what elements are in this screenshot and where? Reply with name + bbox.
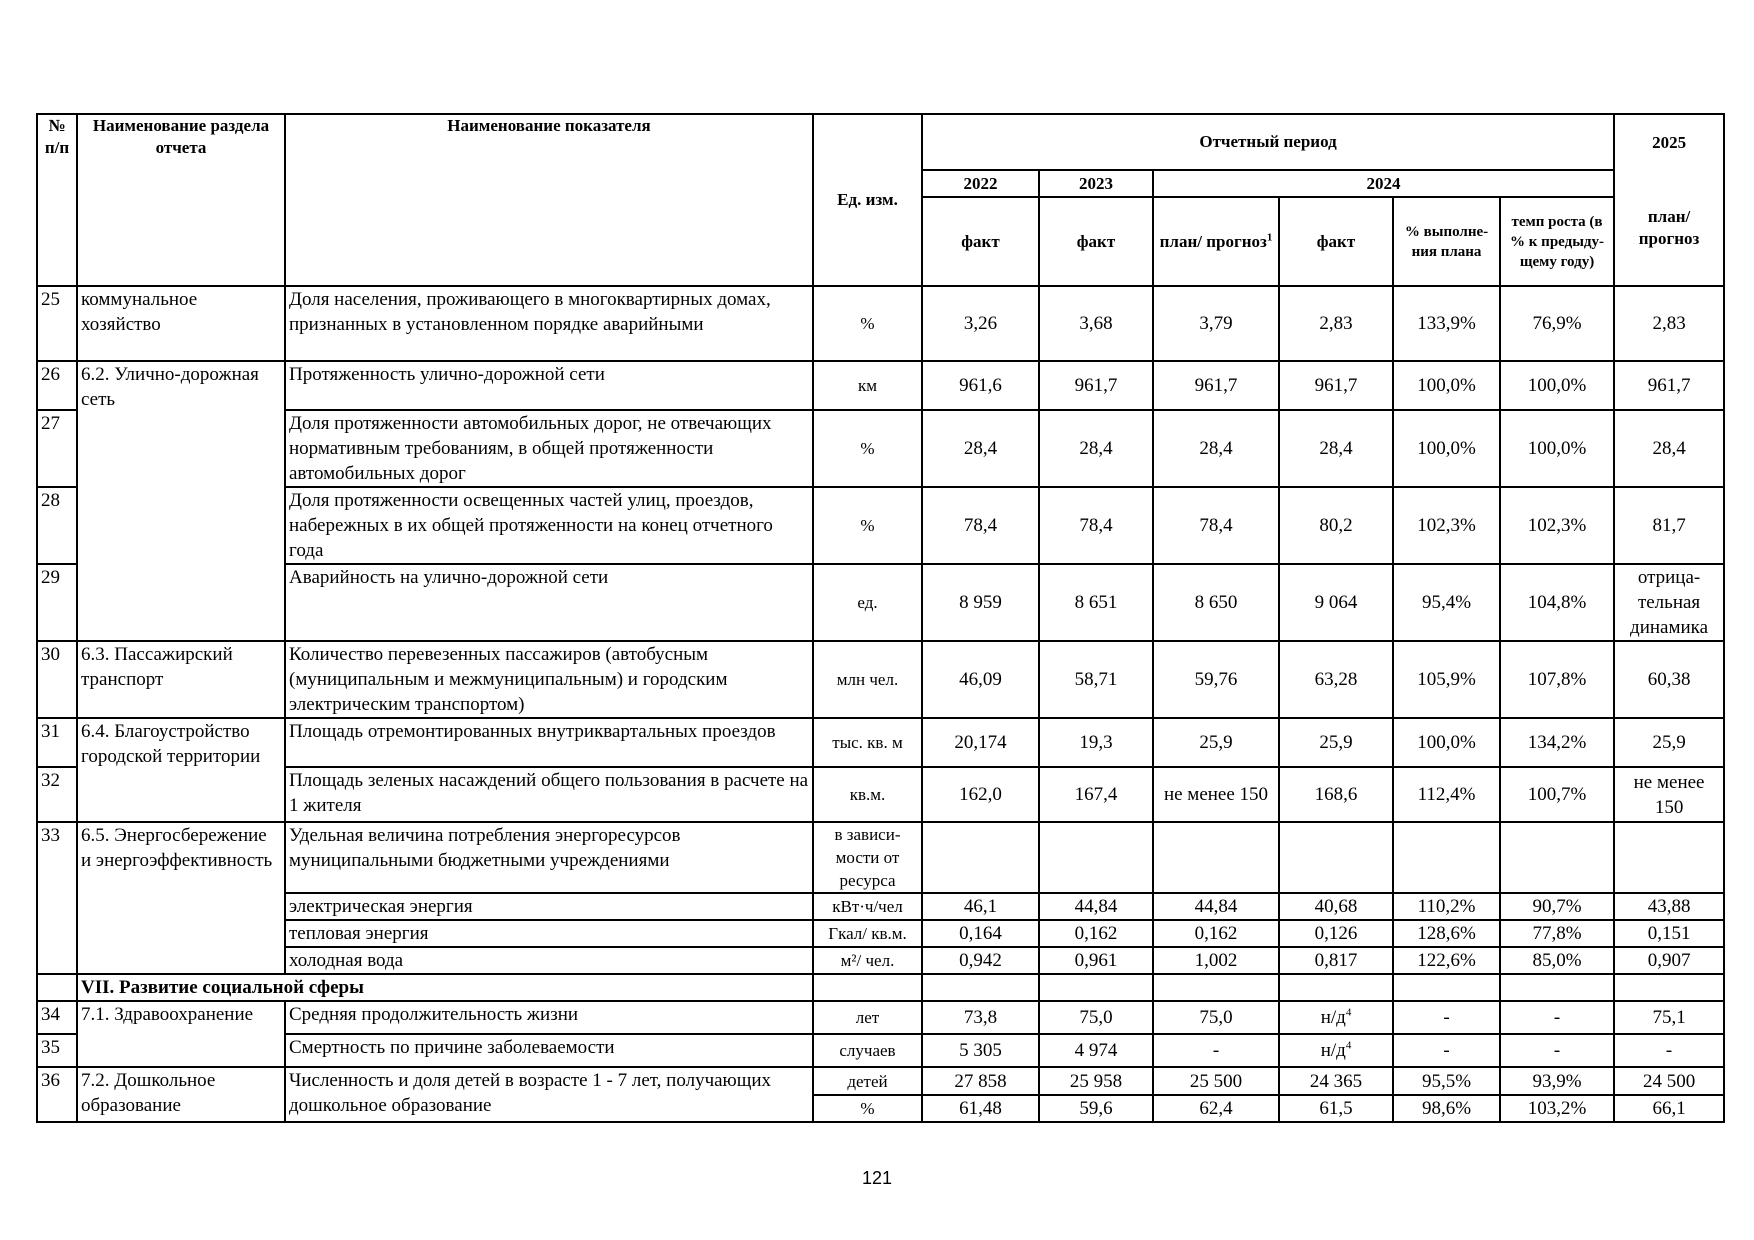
- value-pct-plan: 95,4%: [1393, 564, 1500, 641]
- value-2023: 3,68: [1039, 286, 1153, 361]
- table-row: [37, 893, 1724, 920]
- value-2024-fact-text: н/д: [1320, 1007, 1346, 1028]
- value-pct-plan: 100,0%: [1393, 718, 1500, 767]
- value-2024-fact: 80,2: [1279, 487, 1393, 564]
- row-number: 28: [37, 487, 77, 564]
- footnote-1: 1: [1266, 230, 1273, 243]
- table-row: [37, 718, 1724, 767]
- section-name: коммунальное хозяйство: [77, 286, 285, 361]
- indicator-name: Количество перевезенных пассажиров (автобусным (муниципальным и межмуниципальным) и городским электрическим транспортом): [285, 641, 813, 718]
- table-row: [37, 410, 1724, 487]
- heading-cell: [1039, 974, 1153, 1001]
- value-growth: 100,0%: [1500, 361, 1614, 410]
- table-row: [37, 487, 1724, 564]
- value-pct-plan: 105,9%: [1393, 641, 1500, 718]
- value-2024-plan: 961,7: [1153, 361, 1279, 410]
- value-growth: 100,7%: [1500, 767, 1614, 822]
- value-2024-plan: 25 500: [1153, 1067, 1279, 1095]
- table-row: [37, 822, 1724, 893]
- heading-cell: [813, 974, 922, 1001]
- heading-cell: [922, 974, 1039, 1001]
- value-pct-plan: -: [1393, 1001, 1500, 1034]
- value-2025: отрица-тельная динамика: [1614, 564, 1724, 641]
- value-2022: 961,6: [922, 361, 1039, 410]
- value-2022: 46,09: [922, 641, 1039, 718]
- page-number: 121: [861, 1168, 893, 1188]
- unit: %: [813, 487, 922, 564]
- row-number: 33: [37, 822, 77, 974]
- value-2025: 60,38: [1614, 641, 1724, 718]
- value-pct-plan: 110,2%: [1393, 893, 1500, 920]
- section-heading-row: [37, 974, 1724, 1001]
- value-pct-plan: 102,3%: [1393, 487, 1500, 564]
- value-2022: 20,174: [922, 718, 1039, 767]
- value-2022: 73,8: [922, 1001, 1039, 1034]
- value-pct-plan: -: [1393, 1034, 1500, 1067]
- value-2023: 78,4: [1039, 487, 1153, 564]
- value-2022: 0,164: [922, 920, 1039, 947]
- value-growth: 77,8%: [1500, 920, 1614, 947]
- value-2023: 4 974: [1039, 1034, 1153, 1067]
- indicator-name: Численность и доля детей в возрасте 1 - 7 лет, получающих дошкольное образование: [285, 1067, 813, 1122]
- unit: лет: [813, 1001, 922, 1034]
- table-row: [37, 1001, 1724, 1034]
- section-name: 6.3. Пассажирский транспорт: [77, 641, 285, 718]
- header-fact-2024: факт: [1279, 197, 1393, 286]
- indicator-name: Доля протяженности автомобильных дорог, не отвечающих нормативным требованиям, в общей протяженности автомобильных дорог: [285, 410, 813, 487]
- report-table: [36, 113, 1725, 1123]
- value-growth: 90,7%: [1500, 893, 1614, 920]
- section-name: 7.1. Здравоохранение: [77, 1001, 285, 1067]
- indicator-name: электрическая энергия: [285, 893, 813, 920]
- row-number: 35: [37, 1034, 77, 1067]
- table-row: [37, 920, 1724, 947]
- value-pct-plan: 98,6%: [1393, 1095, 1500, 1122]
- value-pct-plan: 112,4%: [1393, 767, 1500, 822]
- value-2024-plan: [1153, 822, 1279, 893]
- heading-cell: [1279, 974, 1393, 1001]
- table-row: [37, 947, 1724, 974]
- value-2024-plan: -: [1153, 1034, 1279, 1067]
- value-2023: 167,4: [1039, 767, 1153, 822]
- table-row: [37, 564, 1724, 641]
- value-2023: 19,3: [1039, 718, 1153, 767]
- header-2025: 2025: [1614, 114, 1724, 170]
- value-2024-fact: 61,5: [1279, 1095, 1393, 1122]
- row-number: 26: [37, 361, 77, 410]
- value-2024-fact: [1279, 822, 1393, 893]
- value-growth: 107,8%: [1500, 641, 1614, 718]
- section-heading: VII. Развитие социальной сферы: [77, 974, 813, 1001]
- value-2024-fact: 40,68: [1279, 893, 1393, 920]
- value-2025: 28,4: [1614, 410, 1724, 487]
- header-2022: 2022: [922, 170, 1039, 197]
- value-2024-plan: 44,84: [1153, 893, 1279, 920]
- value-2023: 0,961: [1039, 947, 1153, 974]
- value-2025: 2,83: [1614, 286, 1724, 361]
- value-pct-plan: [1393, 822, 1500, 893]
- table-row: [37, 767, 1724, 822]
- value-2022: 61,48: [922, 1095, 1039, 1122]
- value-2025: 75,1: [1614, 1001, 1724, 1034]
- heading-cell: [1500, 974, 1614, 1001]
- heading-cell: [1153, 974, 1279, 1001]
- value-growth: 103,2%: [1500, 1095, 1614, 1122]
- table-row: [37, 286, 1724, 361]
- value-2025: -: [1614, 1034, 1724, 1067]
- indicator-name: Площадь зеленых насаждений общего пользования в расчете на 1 жителя: [285, 767, 813, 822]
- value-pct-plan: 100,0%: [1393, 361, 1500, 410]
- value-2023: 25 958: [1039, 1067, 1153, 1095]
- header-period: Отчетный период: [922, 114, 1614, 170]
- value-growth: 104,8%: [1500, 564, 1614, 641]
- header-indicator: Наименование показателя: [285, 114, 813, 286]
- value-2024-plan: 75,0: [1153, 1001, 1279, 1034]
- indicator-name: тепловая энергия: [285, 920, 813, 947]
- value-growth: -: [1500, 1001, 1614, 1034]
- value-2025: 43,88: [1614, 893, 1724, 920]
- value-2023: 44,84: [1039, 893, 1153, 920]
- value-2025: 961,7: [1614, 361, 1724, 410]
- value-2024-plan: 59,76: [1153, 641, 1279, 718]
- value-pct-plan: 133,9%: [1393, 286, 1500, 361]
- value-growth: 76,9%: [1500, 286, 1614, 361]
- heading-cell: [1614, 974, 1724, 1001]
- unit: случаев: [813, 1034, 922, 1067]
- unit: %: [813, 1095, 922, 1122]
- indicator-name: Средняя продолжительность жизни: [285, 1001, 813, 1034]
- row-number: 27: [37, 410, 77, 487]
- header-num: № п/п: [37, 114, 77, 286]
- section-name: 6.5. Энергосбережение и энергоэффективность: [77, 822, 285, 974]
- value-2024-fact: 2,83: [1279, 286, 1393, 361]
- value-2023: 0,162: [1039, 920, 1153, 947]
- value-pct-plan: 128,6%: [1393, 920, 1500, 947]
- value-2022: 0,942: [922, 947, 1039, 974]
- unit: кВт·ч/чел: [813, 893, 922, 920]
- value-2024-fact: 9 064: [1279, 564, 1393, 641]
- section-name: 6.4. Благоустройство городской территории: [77, 718, 285, 822]
- indicator-name: Площадь отремонтированных внутриквартальных проездов: [285, 718, 813, 767]
- table-row: [37, 641, 1724, 718]
- value-2024-plan: 0,162: [1153, 920, 1279, 947]
- value-growth: 85,0%: [1500, 947, 1614, 974]
- value-2025: 66,1: [1614, 1095, 1724, 1122]
- value-2022: 5 305: [922, 1034, 1039, 1067]
- value-2024-plan: 25,9: [1153, 718, 1279, 767]
- value-2024-fact: [1279, 1034, 1393, 1067]
- value-2024-fact-text: н/д: [1320, 1040, 1346, 1061]
- heading-cell: [1393, 974, 1500, 1001]
- footnote-4: 4: [1345, 1006, 1352, 1019]
- footnote-4: 4: [1345, 1039, 1352, 1052]
- value-2022: 162,0: [922, 767, 1039, 822]
- header-unit: Ед. изм.: [813, 114, 922, 286]
- value-2022: 3,26: [922, 286, 1039, 361]
- row-number: 25: [37, 286, 77, 361]
- header-fact-2022: факт: [922, 197, 1039, 286]
- value-2022: 78,4: [922, 487, 1039, 564]
- header-section: Наименование раздела отчета: [77, 114, 285, 286]
- unit: ед.: [813, 564, 922, 641]
- unit: км: [813, 361, 922, 410]
- header-fact-2023: факт: [1039, 197, 1153, 286]
- value-2023: 59,6: [1039, 1095, 1153, 1122]
- value-2024-fact: 961,7: [1279, 361, 1393, 410]
- value-2024-fact: 0,126: [1279, 920, 1393, 947]
- unit: Гкал/ кв.м.: [813, 920, 922, 947]
- value-growth: -: [1500, 1034, 1614, 1067]
- header-plan-prognoz-label: план/ прогноз: [1159, 231, 1267, 251]
- value-2024-fact: 28,4: [1279, 410, 1393, 487]
- value-2024-plan: 78,4: [1153, 487, 1279, 564]
- value-2022: 8 959: [922, 564, 1039, 641]
- header-2024: 2024: [1153, 170, 1614, 197]
- value-pct-plan: 95,5%: [1393, 1067, 1500, 1095]
- header-pct-plan: % выполне-ния плана: [1393, 197, 1500, 286]
- value-2024-plan: 62,4: [1153, 1095, 1279, 1122]
- unit: в зависи-мости от ресурса: [813, 822, 922, 893]
- indicator-name: Протяженность улично-дорожной сети: [285, 361, 813, 410]
- row-number: 36: [37, 1067, 77, 1122]
- value-2024-plan: 1,002: [1153, 947, 1279, 974]
- value-2025: 0,907: [1614, 947, 1724, 974]
- row-number: 34: [37, 1001, 77, 1034]
- unit: кв.м.: [813, 767, 922, 822]
- value-2025: 0,151: [1614, 920, 1724, 947]
- value-2024-plan: 3,79: [1153, 286, 1279, 361]
- unit: млн чел.: [813, 641, 922, 718]
- value-2022: 46,1: [922, 893, 1039, 920]
- value-2024-fact: [1279, 1001, 1393, 1034]
- value-2024-fact: 0,817: [1279, 947, 1393, 974]
- value-2022: [922, 822, 1039, 893]
- value-2025: [1614, 822, 1724, 893]
- value-2023: 75,0: [1039, 1001, 1153, 1034]
- value-2024-fact: 24 365: [1279, 1067, 1393, 1095]
- unit: детей: [813, 1067, 922, 1095]
- value-2023: 961,7: [1039, 361, 1153, 410]
- value-growth: 93,9%: [1500, 1067, 1614, 1095]
- section-name: 7.2. Дошкольное образование: [77, 1067, 285, 1122]
- value-pct-plan: 100,0%: [1393, 410, 1500, 487]
- table-row: [37, 1067, 1724, 1095]
- value-2023: 28,4: [1039, 410, 1153, 487]
- value-2024-plan: 28,4: [1153, 410, 1279, 487]
- table-row: [37, 1034, 1724, 1067]
- indicator-name: Доля населения, проживающего в многоквартирных домах, признанных в установленном порядке аварийными: [285, 286, 813, 361]
- indicator-name: Удельная величина потребления энергоресурсов муниципальными бюджетными учреждениями: [285, 822, 813, 893]
- unit: тыс. кв. м: [813, 718, 922, 767]
- header-plan-prognoz-2025: план/ прогноз: [1614, 170, 1724, 286]
- header-plan-prognoz-2024: [1153, 197, 1279, 286]
- section-name: 6.2. Улично-дорожная сеть: [77, 361, 285, 641]
- row-number: 31: [37, 718, 77, 767]
- row-number: 32: [37, 767, 77, 822]
- value-2024-plan: не менее 150: [1153, 767, 1279, 822]
- value-2024-fact: 63,28: [1279, 641, 1393, 718]
- value-pct-plan: 122,6%: [1393, 947, 1500, 974]
- value-2025: 25,9: [1614, 718, 1724, 767]
- value-2025: не менее 150: [1614, 767, 1724, 822]
- value-2023: [1039, 822, 1153, 893]
- value-growth: 100,0%: [1500, 410, 1614, 487]
- header-2023: 2023: [1039, 170, 1153, 197]
- heading-spacer: [37, 974, 77, 1001]
- indicator-name: Доля протяженности освещенных частей улиц, проездов, набережных в их общей протяженности на конец отчетного года: [285, 487, 813, 564]
- unit: м²/ чел.: [813, 947, 922, 974]
- value-2023: 58,71: [1039, 641, 1153, 718]
- table-row: [37, 361, 1724, 410]
- value-2024-fact: 25,9: [1279, 718, 1393, 767]
- row-number: 30: [37, 641, 77, 718]
- value-growth: 102,3%: [1500, 487, 1614, 564]
- row-number: 29: [37, 564, 77, 641]
- value-2022: 28,4: [922, 410, 1039, 487]
- value-2023: 8 651: [1039, 564, 1153, 641]
- value-2025: 81,7: [1614, 487, 1724, 564]
- value-2022: 27 858: [922, 1067, 1039, 1095]
- value-2024-plan: 8 650: [1153, 564, 1279, 641]
- value-growth: 134,2%: [1500, 718, 1614, 767]
- indicator-name: Смертность по причине заболеваемости: [285, 1034, 813, 1067]
- value-2025: 24 500: [1614, 1067, 1724, 1095]
- header-growth: темп роста (в % к предыду-щему году): [1500, 197, 1614, 286]
- unit: %: [813, 286, 922, 361]
- value-2024-fact: 168,6: [1279, 767, 1393, 822]
- indicator-name: Аварийность на улично-дорожной сети: [285, 564, 813, 641]
- indicator-name: холодная вода: [285, 947, 813, 974]
- unit: %: [813, 410, 922, 487]
- value-growth: [1500, 822, 1614, 893]
